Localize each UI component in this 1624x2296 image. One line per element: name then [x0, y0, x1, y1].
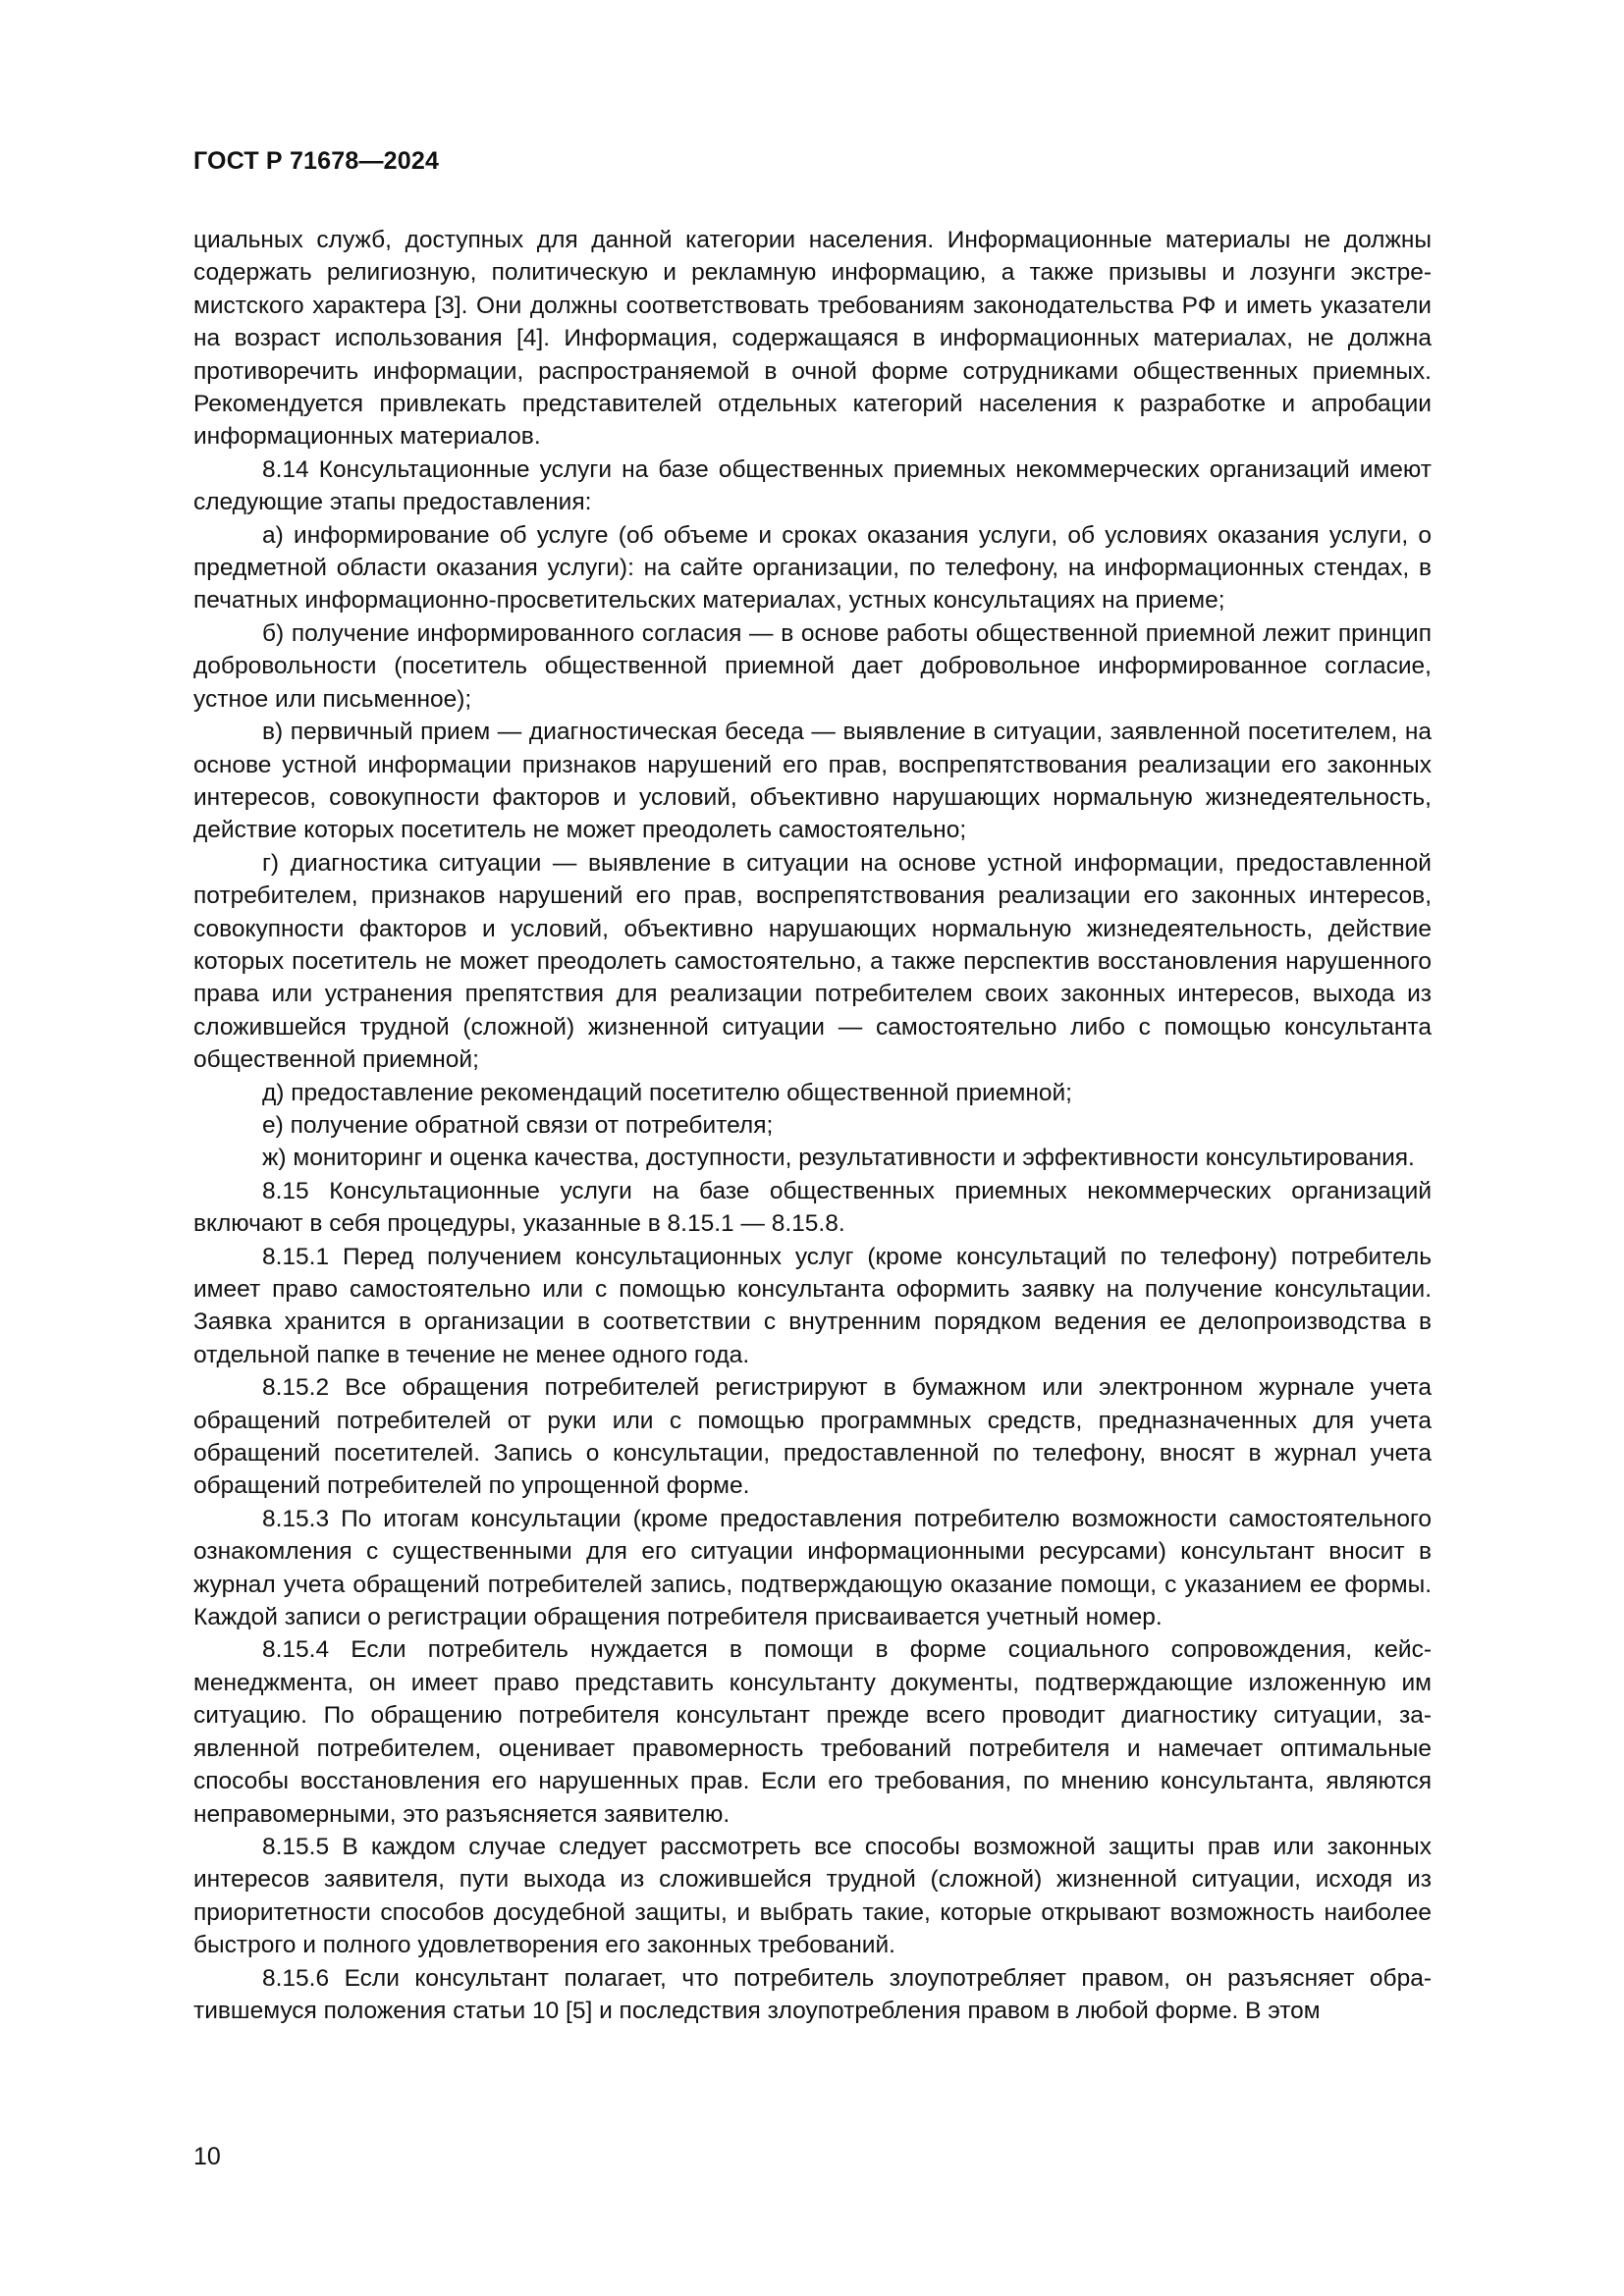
paragraph: е) получение обратной связи от потребителя;	[262, 1111, 774, 1139]
paragraph: 8.15.5 В каждом случае следует рассмотреть все способы возможной защиты прав или законных интересов заявителя, пути выхода из сложившейся трудной (сложной) жизненной ситуации, исходя из приоритетности способов досудебной защиты, и выбрать такие, которые открывают возможность наиболее быстрого и полного удовлетворения его законных требований.	[193, 1833, 1432, 1959]
paragraph: 8.14 Консультационные услуги на базе общественных приемных некоммерческих организаций имеют следующие этапы предоставления:	[193, 455, 1432, 516]
paragraph: г) диагностика ситуации — выявление в ситуации на основе устной информации, предоставленной потребителем, признаков нарушений его прав, воспрепятствования реализации его законных интересов, совокупности факторов и условий, объективно нарушающих нормальную жизнедеятельность, действие которых посетитель не может преодолеть самостоятельно, а также перспектив восстановления нарушенного права или устранения препятствия для реализации потребителем своих законных интересов, выхода из сложившейся трудной (сложной) жизненной ситуации — самостоятельно либо с помощью консультанта общественной приемной;	[193, 849, 1432, 1074]
paragraph: ж) мониторинг и оценка качества, доступности, результативности и эффективности консультирования.	[262, 1145, 1415, 1172]
paragraph: б) получение информированного согласия — в основе работы общественной приемной лежит принцип добровольности (посетитель общественной приемной дает добровольное информированное согласие, устное или письменное);	[193, 619, 1432, 713]
paragraph: в) первичный прием — диагностическая беседа — выявление в ситуации, заявленной посетителем, на основе устной информации признаков нарушений его прав, воспрепятствования реализации его законных интересов, совокупности факторов и условий, объективно нарушающих нормальную жизнедеятельность, действие которых посетитель не может преодолеть самостоятельно;	[193, 719, 1432, 844]
paragraph: циальных служб, доступных для данной категории населения. Информационные материалы не должны содержать религиозную, политическую и рекламную информацию, а также призывы и лозунги экстремистского характера [3]. Они должны соответствовать требованиям законодательства РФ и иметь указатели на возраст использования [4]. Информация, содержащаяся в информационных материалах, не должна противоречить информации, распространяемой в очной форме сотрудниками общественных приемных. Рекомендуется привлекать представителей отдельных категорий населения к разработке и апробации информационных материалов.	[193, 227, 1432, 451]
paragraph: а) информирование об услуге (об объеме и сроках оказания услуги, об условиях оказания услуги, о предметной области оказания услуги): на сайте организации, по телефону, на информационных стендах, в печатных информационно-просветительских материалах, устных консультациях на приеме;	[193, 521, 1432, 614]
standard-header: ГОСТ Р 71678—2024	[193, 147, 440, 175]
paragraph: д) предоставление рекомендаций посетителю общественной приемной;	[262, 1079, 1072, 1106]
paragraph: 8.15.2 Все обращения потребителей регистрируют в бумажном или электронном журнале учета обращений потребителей от руки или с помощью программных средств, предназначенных для учета обращений посетителей. Запись о консультации, предоставленной по телефону, вносят в журнал учета обращений потребителей по упрощенной форме.	[193, 1374, 1432, 1500]
paragraph: 8.15.4 Если потребитель нуждается в помощи в форме социального сопровождения, кейс-менеджмента, он имеет право представить консультанту документы, подтверждающие изложенную им ситуацию. По обращению потребителя консультант прежде всего проводит диагностику ситуации, заявленной потребителем, оценивает правомерность требований потребителя и намечает оптимальные способы восстановления его нарушенных прав. Если его требования, по мнению консультанта, являются неправомерными, это разъясняется заявителю.	[193, 1636, 1432, 1828]
document-body	[193, 224, 1432, 2027]
page-number: 10	[193, 2143, 221, 2170]
paragraph: 8.15.1 Перед получением консультационных услуг (кроме консультаций по телефону) потребитель имеет право самостоятельно или с помощью консультанта оформить заявку на получение консультации. Заявка хранится в организации в соответствии с внутренним порядком ведения ее делопроизводства в отдельной папке в течение не менее одного года.	[193, 1243, 1432, 1368]
paragraph: 8.15.6 Если консультант полагает, что потребитель злоупотребляет правом, он разъясняет обратившемуся положения статьи 10 [5] и последствия злоупотребления правом в любой форме. В этом	[193, 1964, 1432, 2024]
paragraph: 8.15 Консультационные услуги на базе общественных приемных некоммерческих организаций включают в себя процедуры, указанные в 8.15.1 — 8.15.8.	[193, 1177, 1432, 1238]
paragraph: 8.15.3 По итогам консультации (кроме предоставления потребителю возможности самостоятельного ознакомления с существенными для его ситуации информационными ресурсами) консультант вносит в журнал учета обращений потребителей запись, подтверждающую оказание помощи, с указанием ее формы. Каждой записи о регистрации обращения потребителя присваивается учетный номер.	[193, 1505, 1432, 1631]
